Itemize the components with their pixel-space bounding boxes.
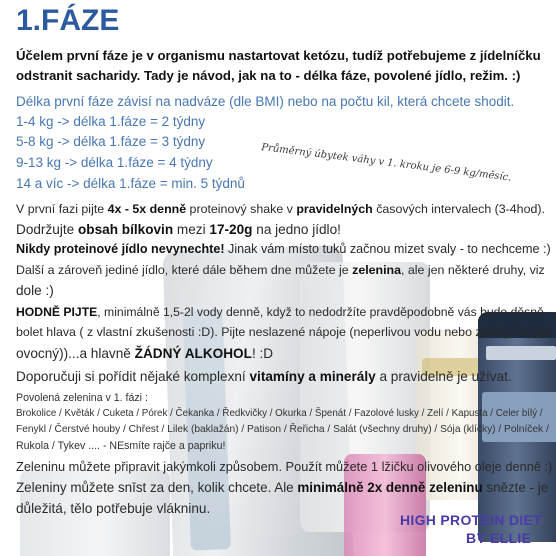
duration-row: 1-4 kg -> délka 1.fáze = 2 týdny [16,114,206,129]
vegetable-list-line: Brokolice / Květák / Cuketa / Pórek / Čekanka / Ředkvičky / Okurka / Špenát / Fazolové lusky / Zelí / Kapusta / Celer bílý / [16,408,543,419]
vegetable-list-line: Rukola / Tykev .... - NEsmíte rajče a papriku! [16,440,226,452]
drink-line-1: HODNĚ PIJTE, minimálně 1,5-2l vody denně, když to nedodržíte pravděpodobně vás bude děsně [16,305,544,319]
duration-row: 5-8 kg -> délka 1.fáze = 3 týdny [16,134,206,149]
duration-row: 9-13 kg -> délka 1.fáze = 4 týdny [16,155,213,170]
prep-line-2: Zeleniny můžete snīst za den, kolik chcete. Ale minimálně 2x denně zeleninu snězte - je [16,480,549,495]
prep-line-1: Zeleninu můžete připravit jakýmkoli způsobem. Použít můžete 1 lžičku olivového oleje denně :) [16,459,553,474]
brand-name: HIGH PROTEIN DIET [400,512,542,528]
meal-line-2: dole :) [16,283,54,298]
vegetable-list-title: Povolená zelenina v 1. fázi : [16,392,148,404]
prep-line-3: důležitá, tělo potřebuje vlákninu. [16,501,211,516]
shake-line-1: V první fazi pijte 4x - 5x denně proteinový shake v pravidelných časových intervalech (3-4hod). [16,202,545,216]
weight-loss-note: Průměrný úbytek váhy v 1. kroku je 6-9 kg/měsíc. [260,142,512,184]
duration-heading: Délka první fáze závisí na nadváze (dle BMI) nebo na počtu kil, která chcete shodit. [16,94,515,109]
drink-line-3: ovocný))...a hlavně ŽÁDNÝ ALKOHOL! :D [16,346,274,361]
duration-row: 14 a víc -> délka 1.fáze = min. 5 týdnů [16,176,245,191]
vitamins-line: Doporučuji si pořídit nějaké komplexní vitamíny a minerály a pravidelně je užívat. [16,369,512,384]
intro-line-1: Účelem první fáze je v organismu nastartovat ketózu, tudíž potřebujeme z jídelníčku [16,48,541,63]
meal-line-1: Další a zároveň jediné jídlo, které dále během dne můžete je zelenina, ale jen některé druhy, viz [16,263,545,277]
page-title: 1.FÁZE [16,4,120,37]
brand-author: BY ELLIE [466,530,532,546]
vegetable-list-line: Fenykl / Čerstvé houby / Chřest / Lilek (baklažán) / Patison / Řeřicha / Salát (všechny druhy) / Sója (klíčky) / Polníček / [16,424,549,435]
never-skip-line: Nikdy proteinové jídlo nevynechte! Jinak vám místo tuků začnou mizet svaly - to nechceme :) [16,242,551,256]
shake-line-2: Dodržujte obsah bílkovin mezi 17-20g na jedno jídlo! [16,222,341,237]
drink-line-2: bolet hlava ( z vlastní zkušenosti :D). Pijte neslazené nápoje (neperlivou vodu nebo zelený čaj (ne [16,325,552,339]
intro-line-2: odstranit sacharidy. Tady je návod, jak na to - délka fáze, povolené jídlo, režim. :) [16,68,521,83]
